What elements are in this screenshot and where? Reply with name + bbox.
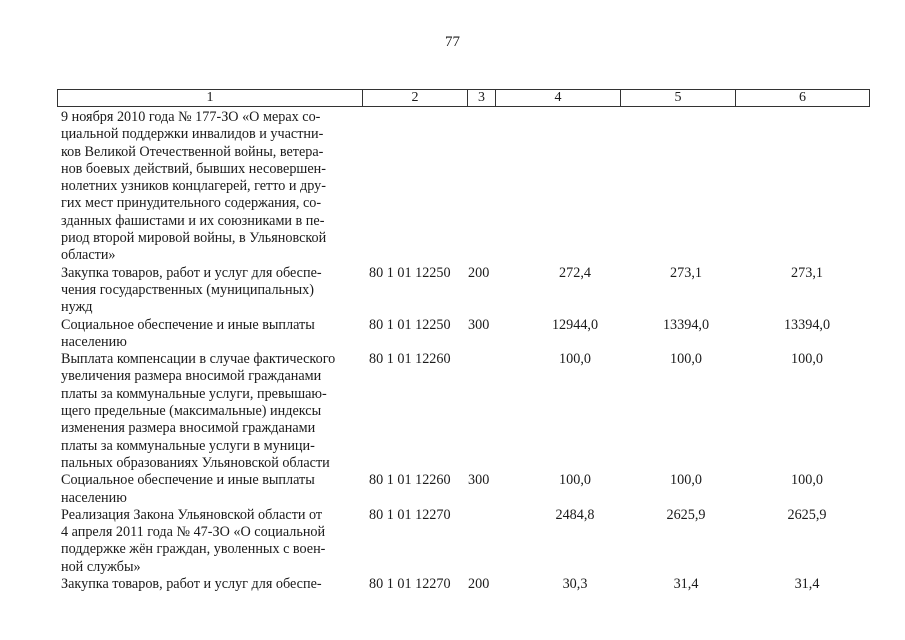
description-line: циальной поддержки инвалидов и участни- — [61, 126, 324, 143]
row-value-col5 — [620, 109, 738, 265]
row-value-col4: 2484,8 — [555, 506, 595, 523]
row-value-col5: 273,1 — [670, 264, 702, 281]
table-body — [57, 109, 870, 593]
table-header — [57, 89, 870, 107]
row-description — [57, 507, 357, 576]
page-number: 77 — [445, 34, 460, 50]
row-value-col5: 100,0 — [670, 351, 702, 368]
table-row — [57, 317, 870, 352]
row-value-col6: 13394,0 — [783, 316, 831, 333]
row-type: 300 — [468, 472, 490, 489]
row-type: 300 — [468, 316, 490, 333]
description-line: Закупка товаров, работ и услуг для обеспе- — [61, 264, 322, 281]
row-value-col6 — [738, 109, 870, 265]
description-line: гих мест принудительного содержания, со- — [61, 195, 322, 212]
description-line: пальных образованиях Ульяновской области — [61, 454, 330, 471]
row-value-col4 — [500, 109, 620, 265]
table-row — [57, 109, 870, 265]
description-line: ной службы» — [61, 558, 141, 575]
header-col-6: 6 — [799, 90, 806, 105]
description-line: платы за коммунальные услуги в муници- — [61, 437, 315, 454]
description-line: Социальное обеспечение и иные выплаты — [61, 316, 315, 333]
row-code: 80 1 01 12260 — [369, 351, 451, 368]
row-value-col6: 31,4 — [794, 576, 820, 593]
table-row — [57, 576, 870, 593]
row-code: 80 1 01 12250 — [369, 316, 451, 333]
row-code: 80 1 01 12260 — [369, 472, 451, 489]
row-code — [357, 109, 462, 265]
row-value-col4: 12944,0 — [551, 316, 599, 333]
row-description — [57, 265, 357, 317]
row-value-col4: 30,3 — [562, 576, 588, 593]
description-line: Выплата компенсации в случае фактического — [61, 351, 336, 368]
header-col-5: 5 — [621, 90, 736, 106]
description-line: Социальное обеспечение и иные выплаты — [61, 472, 315, 489]
row-description — [57, 351, 357, 472]
row-value-col6: 100,0 — [791, 472, 823, 489]
row-value-col5: 100,0 — [670, 472, 702, 489]
row-value-col6: 2625,9 — [787, 506, 827, 523]
description-line: изменения размера вносимой гражданами — [61, 420, 316, 437]
description-line: чения государственных (муниципальных) — [61, 281, 314, 298]
description-line: зданных фашистами и их союзниками в пе- — [61, 212, 325, 229]
description-line: Закупка товаров, работ и услуг для обеспе- — [61, 576, 322, 593]
row-type: 200 — [468, 264, 490, 281]
table-row — [57, 351, 870, 472]
description-line: нужд — [61, 299, 93, 316]
description-line: увеличения размера вносимой гражданами — [61, 368, 322, 385]
description-line: населению — [61, 489, 127, 506]
row-type — [462, 109, 500, 265]
description-line: Реализация Закона Ульяновской области от — [61, 506, 323, 523]
header-col-1: 1 — [58, 90, 363, 106]
description-line: платы за коммунальные услуги, превышаю- — [61, 385, 327, 402]
description-line: нов боевых действий, бывших несовершен- — [61, 160, 326, 177]
row-description — [57, 109, 357, 265]
row-value-col4: 100,0 — [559, 472, 591, 489]
description-line: риод второй мировой войны, в Ульяновской — [61, 230, 327, 247]
table-row — [57, 472, 870, 507]
row-value-col4: 100,0 — [559, 351, 591, 368]
header-col-4: 4 — [496, 90, 621, 106]
description-line: щего предельные (максимальные) индексы — [61, 403, 322, 420]
row-description — [57, 317, 357, 352]
row-value-col6: 100,0 — [791, 351, 823, 368]
row-code: 80 1 01 12250 — [369, 264, 451, 281]
table-row — [57, 507, 870, 576]
row-code: 80 1 01 12270 — [369, 576, 451, 593]
description-line: ков Великой Отечественной войны, ветера- — [61, 143, 324, 160]
description-line: области» — [61, 247, 116, 264]
row-value-col5: 2625,9 — [666, 506, 706, 523]
row-code: 80 1 01 12270 — [369, 506, 451, 523]
row-description — [57, 472, 357, 507]
row-type — [462, 507, 500, 576]
header-col-3: 3 — [468, 90, 496, 106]
row-value-col5: 31,4 — [673, 576, 699, 593]
header-col-2: 2 — [363, 90, 468, 106]
description-line: поддержке жён граждан, уволенных с воен- — [61, 541, 326, 558]
row-value-col4: 272,4 — [559, 264, 591, 281]
row-value-col5: 13394,0 — [662, 316, 710, 333]
row-description — [57, 576, 357, 593]
description-line: 9 ноября 2010 года № 177-ЗО «О мерах со- — [61, 109, 321, 125]
row-type — [462, 351, 500, 472]
row-type: 200 — [468, 576, 490, 593]
row-value-col6: 273,1 — [791, 264, 823, 281]
table-row — [57, 265, 870, 317]
description-line: нолетних узников концлагерей, гетто и дру- — [61, 178, 326, 195]
description-line: 4 апреля 2011 года № 47-ЗО «О социальной — [61, 524, 326, 541]
description-line: населению — [61, 333, 127, 350]
